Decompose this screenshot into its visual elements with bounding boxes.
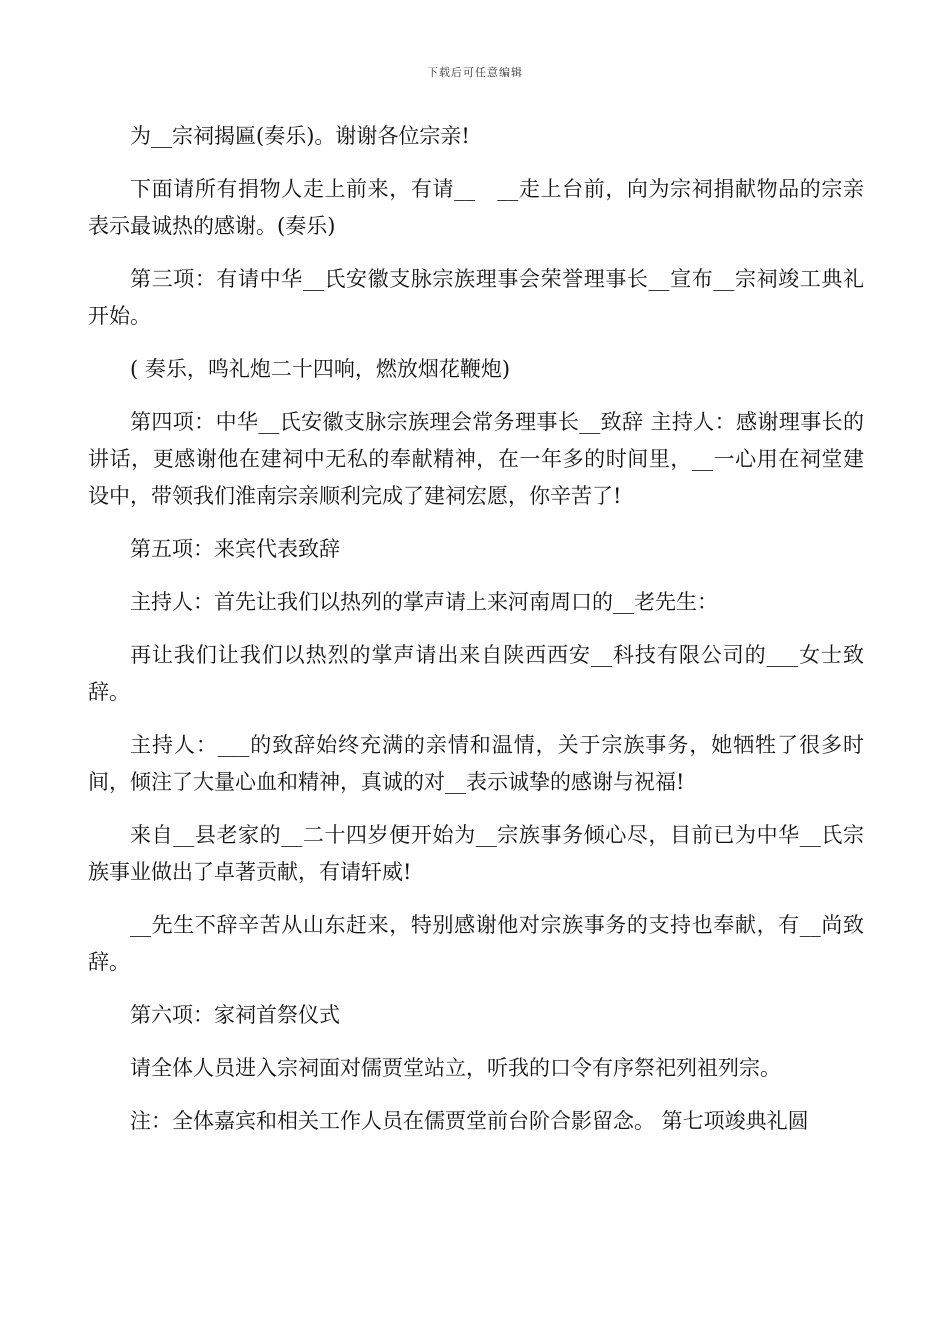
paragraph: 主持人：首先让我们以热列的掌声请上来河南周口的__老先生： <box>130 590 718 614</box>
paragraph: 注：全体嘉宾和相关工作人员在儒贾堂前台阶合影留念。 第七项竣典礼圆 <box>130 1109 809 1133</box>
paragraph: 第六项：家祠首祭仪式 <box>130 1003 340 1027</box>
paragraph: ( 奏乐，鸣礼炮二十四响，燃放烟花鞭炮) <box>130 357 511 381</box>
paragraph: 为__宗祠揭匾(奏乐)。谢谢各位宗亲! <box>130 124 470 148</box>
paragraph: 下面请所有捐物人走上前来，有请__ __走上台前，向为宗祠捐献物品的宗亲表示最诚热的感谢。(奏乐) <box>88 177 864 238</box>
document-body <box>88 118 864 1156</box>
paragraph: 第三项：有请中华__氏安徽支脉宗族理事会荣誉理事长__宣布__宗祠竣工典礼开始。 <box>88 267 864 328</box>
paragraph: 来自__县老家的__二十四岁便开始为__宗族事务倾心尽，目前已为中华__氏宗族事业做出了卓著贡献，有请轩威! <box>88 823 864 884</box>
paragraph: __先生不辞辛苦从山东赶来，特别感谢他对宗族事务的支持也奉献，有__尚致辞。 <box>88 913 864 974</box>
paragraph: 再让我们让我们以热烈的掌声请出来自陕西西安__科技有限公司的___女士致辞。 <box>88 643 864 704</box>
paragraph: 主持人：___的致辞始终充满的亲情和温情，关于宗族事务，她牺牲了很多时间，倾注了大量心血和精神，真诚的对__表示诚挚的感谢与祝福! <box>88 733 864 794</box>
paragraph: 第五项：来宾代表致辞 <box>130 537 340 561</box>
page-header-note: 下载后可任意编辑 <box>427 66 523 79</box>
paragraph: 第四项：中华__氏安徽支脉宗族理会常务理事长__致辞 主持人：感谢理事长的讲话，更感谢他在建祠中无私的奉献精神，在一年多的时间里，__一心用在祠堂建设中，带领我们淮南宗亲顺利完成了建祠宏愿，你辛苦了! <box>88 410 864 508</box>
paragraph: 请全体人员进入宗祠面对儒贾堂站立，听我的口令有序祭祀列祖列宗。 <box>130 1056 781 1080</box>
